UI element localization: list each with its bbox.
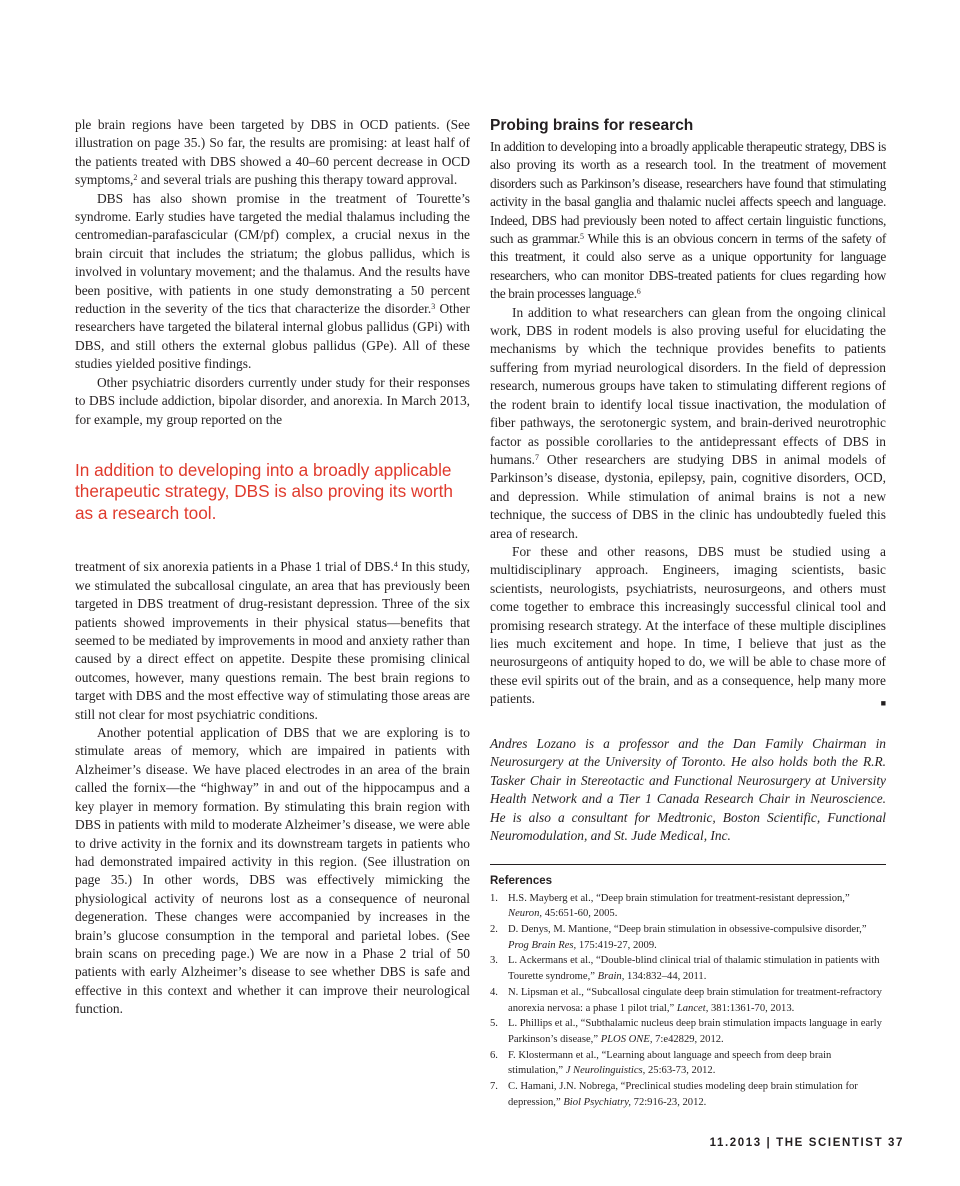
body-paragraph: In addition to what researchers can glean from the ongoing clinical work, DBS in rodent models is also proving useful for elucidating the mechanisms by which the technique provides benefits to patients suffering from myriad neurological disorders. In the field of depression research, numerous groups have taken to stimulating different regions of the rodent brain to identify local tissue inactivation, the modulation of fiber pathways, the serotonergic system, and brain-derived neurotrophic factor as possible corollaries to the antidepressant effects of DBS in humans.$^7$ Other researchers are studying DBS in animal models of Parkinson’s disease, dystonia, epilepsy, pain, cognitive disorders, OCD, and depression. While stimulation of animal brains is not a new technique, the success of DBS in the clinic has undoubtedly fueled this area of research.	[490, 304, 886, 541]
left-column	[75, 116, 470, 1019]
right-column	[490, 116, 886, 1110]
author-bio: Andres Lozano is a professor and the Dan Family Chairman in Neurosurgery at the University of Toronto. He also holds both the R.R. Tasker Chair in Stereotactic and Functional Neurosurgery at University Health Network and a Tier 1 Canada Research Chair in Neuroscience. He is also a consultant for Medtronic, Boston Scientific, Functional Neuromodulation, and St. Jude Medical, Inc.	[490, 735, 886, 844]
reference-item: 1. H.S. Mayberg et al., “Deep brain stimulation for treatment-resistant depression,” Neuron, 45:651-60, 2005.	[490, 892, 850, 920]
reference-item: 5. L. Phillips et al., “Subthalamic nucleus deep brain stimulation impacts language in early Parkinson’s disease,” PLOS ONE, 7:e42829, 2012.	[490, 1018, 882, 1045]
reference-item: 3. L. Ackermans et al., “Double-blind clinical trial of thalamic stimulation in patients with Tourette syndrome,” Brain, 134:832–44, 2011.	[490, 955, 880, 983]
body-paragraph: In addition to developing into a broadly applicable therapeutic strategy, DBS is also proving its worth as a research tool. In the treatment of movement disorders such as Parkinson’s disease, researchers have found that stimulating activity in the basal ganglia and thalamic nuclei affects speech and language. Indeed, DBS had previously been noted to affect certain linguistic functions, such as grammar.$^5$ While this is an obvious concern in terms of the safety of this treatment, it could also serve as a unique opportunity for language researchers, who can monitor DBS-treated patients for clues regarding how the brain processes language.$^6$	[490, 139, 886, 302]
body-paragraph: treatment of six anorexia patients in a Phase 1 trial of DBS.$^4$ In this study, we stimulated the subcallosal cingulate, an area that has previously been targeted in DBS treatment of drug-resistant depression. Three of the six patients showed improvements in their physical status—benefits that seemed to be mediated by improvements in mood and anxiety rather than caused by a direct effect on appetite. Despite these promising clinical outcomes, however, many questions remain. The best brain regions to target with DBS and the most effective way of stimulating those areas are still not clear for most psychiatric conditions.	[75, 559, 471, 722]
reference-item: 4. N. Lipsman et al., “Subcallosal cingulate deep brain stimulation for treatment-refractory anorexia nervosa: a phase 1 pilot trial,” Lancet, 381:1361-70, 2013.	[490, 986, 882, 1014]
page-footer: 11.2013 | THE SCIENTIST 37	[709, 1137, 904, 1149]
divider	[490, 864, 886, 865]
pull-quote: In addition to developing into a broadly applicable therapeutic strategy, DBS is also proving its worth as a research tool.	[75, 459, 453, 523]
reference-item: 7. C. Hamani, J.N. Nobrega, “Preclinical studies modeling deep brain stimulation for depression,” Biol Psychiatry, 72:916-23, 2012.	[490, 1081, 858, 1108]
section-heading: Probing brains for research	[490, 117, 694, 134]
references-title: References	[490, 874, 553, 887]
body-paragraph: DBS has also shown promise in the treatment of Tourette’s syndrome. Early studies have targeted the medial thalamus including the centromedian-parafascicular (CM/pf) complex, a crucial nexus in the brain circuit that includes the striatum; the globus pallidus, which is involved in voluntary movement; and the thalamus. And the results have been positive, with patients in one study demonstrating a 50 percent reduction in the severity of the tics that characterize the disorder.$^3$ Other researchers have targeted the bilateral internal globus pallidus (GPi) with DBS, and still others the external globus pallidus (GPe). All of these studies yielded positive findings.	[75, 190, 470, 372]
body-paragraph: Other psychiatric disorders currently under study for their responses to DBS include addiction, bipolar disorder, and anorexia. In March 2013, for example, my group reported on the	[75, 374, 470, 427]
body-paragraph: Another potential application of DBS that we are exploring is to stimulate areas of memory, which are impaired in patients with Alzheimer’s disease. We have placed electrodes in an area of the brain called the fornix—the “highway” in and out of the hippocampus and a key player in memory formation. By stimulating this brain region with DBS in patients with mild to moderate Alzheimer’s disease, we were able to drive activity in the fornix and its downstream targets in patients who had demonstrated impaired activity in this region. (See illustration on page 35.) In other words, DBS was effectively mimicking the physiological activity of neurons lost as a consequence of neuronal degeneration. These changes were accompanied by increases in the brain’s glucose consumption in the temporal and parietal lobes. (See brain scans on preceding page.) We are now in a Phase 2 trial of 50 patients with early Alzheimer’s disease to see whether DBS is safe and effective in this context and whether it can improve their neurological function.	[75, 725, 470, 1017]
end-of-article-mark: ■	[880, 698, 886, 709]
body-paragraph: ple brain regions have been targeted by DBS in OCD patients. (See illustration on page 35.) So far, the results are promising: at least half of the patients treated with DBS showed a 40–60 percent decrease in OCD symptoms,$^2$ and several trials are pushing this therapy toward approval.	[75, 117, 470, 188]
reference-item: 2. D. Denys, M. Mantione, “Deep brain stimulation in obsessive-compulsive disorder,” Prog Brain Res, 175:419-27, 2009.	[490, 924, 867, 951]
references-list	[490, 891, 886, 1111]
reference-item: 6. F. Klostermann et al., “Learning about language and speech from deep brain stimulation,” J Neurolinguistics, 25:63-73, 2012.	[490, 1049, 832, 1077]
references-section	[490, 875, 886, 1111]
body-paragraph: For these and other reasons, DBS must be studied using a multidisciplinary approach. Engineers, imaging scientists, basic scientists, neurologists, psychiatrists, neurosurgeons, and others must come together to embrace this increasingly successful clinical tool and promising research strategy. At the interface of these multiple disciplines lies much excitement and hope. In time, I believe that just as the neurosurgeons of antiquity hoped to do, we will be able to chase more of these evil spirits out of the brain, and as a consequence, help many more patients. ■	[490, 543, 886, 709]
